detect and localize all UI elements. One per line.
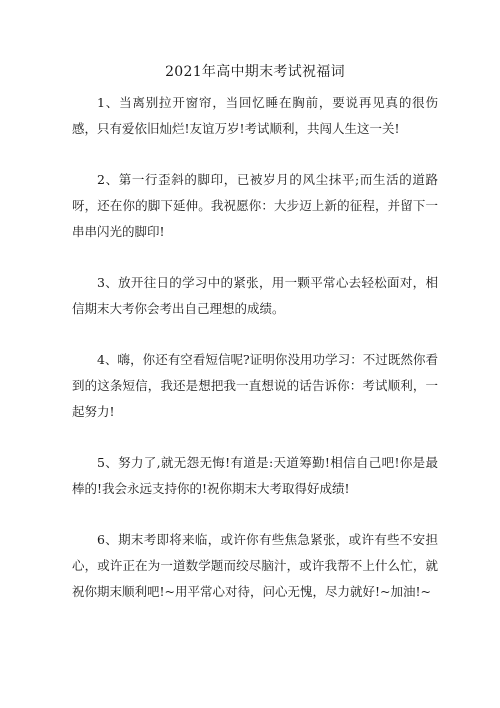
paragraph-5: 5、努力了,就无怨无悔!有道是:天道筹勤!相信自己吧!你是最棒的!我会永远支持你的!祝你期末大考取得好成绩!: [72, 455, 438, 496]
paragraph-6: 6、期末考即将来临，或许你有些焦急紧张，或许有些不安担心，或许正在为一道数学题而绞尽脑汁，或许我帮不上什么忙，就祝你期末顺利吧!~用平常心对待，问心无愧，尽力就好!~加油!~: [72, 532, 438, 599]
paragraph-1: 1、当离别拉开窗帘，当回忆睡在胸前，要说再见真的很伤感，只有爱依旧灿烂!友谊万岁!考试顺利，共闯人生这一关!: [72, 95, 438, 136]
paragraph-3: 3、放开往日的学习中的紧张，用一颗平常心去轻松面对，相信期末大考你会考出自己理想的成绩。: [72, 275, 438, 316]
document-title: 2021年高中期末考试祝福词: [165, 64, 345, 80]
paragraph-2: 2、第一行歪斜的脚印，已被岁月的风尘抹平;而生活的道路呀，还在你的脚下延伸。我祝愿你：大步迈上新的征程，并留下一串串闪光的脚印!: [72, 172, 438, 239]
paragraph-4: 4、嗨，你还有空看短信呢?证明你没用功学习：不过既然你看到的这条短信，我还是想把我一直想说的话告诉你：考试顺利，一起努力!: [72, 352, 438, 419]
